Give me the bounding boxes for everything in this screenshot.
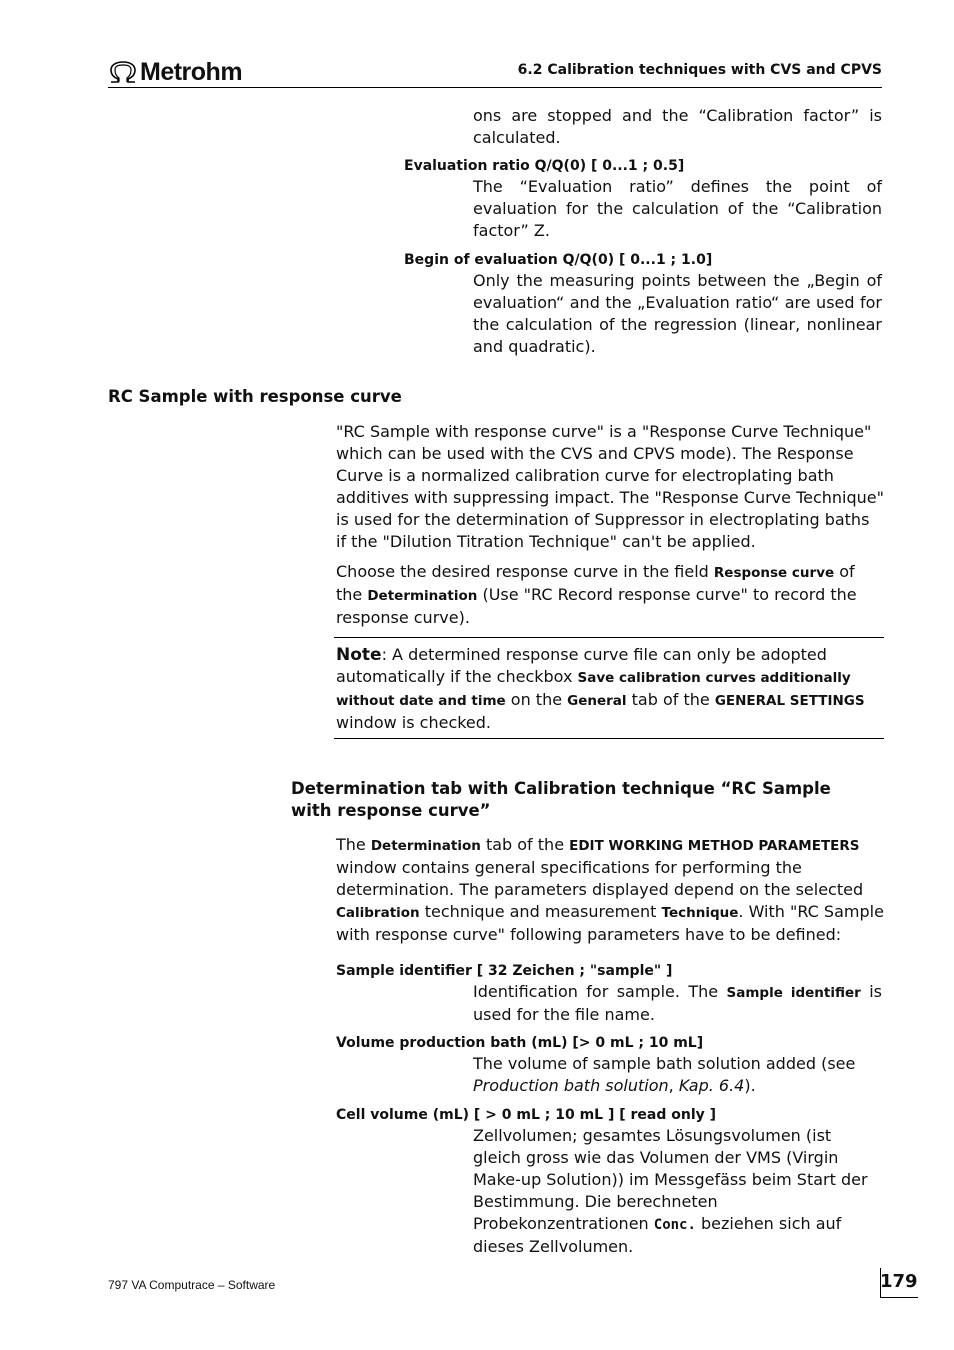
checkbox-ref-save-curves: Save calibration curves additionally without date and time [336,670,851,709]
brand-logo [108,58,242,86]
param-label-volume-production-bath: Volume production bath (mL) [> 0 mL ; 10 mL] [336,1035,704,1051]
brand-name: Metrohm [140,57,243,86]
code-ref-conc: Conc. [653,1217,696,1233]
field-ref-response-curve: Response curve [713,565,835,581]
omega-icon [108,60,138,84]
note-label: Note [336,645,382,665]
param-desc-volume-production-bath: The volume of sample bath solution added (see Production bath solution, Kap. 6.4). [473,1054,856,1095]
continuation-text: ons are stopped and the “Calibration factor” is calculated. [473,106,882,147]
determination-intro: The Determination tab of the EDIT WORKING METHOD PARAMETERS window contains general specifications for performing the determination. The parameters displayed depend on the selected Calibration technique and measurement Technique. With "RC Sample with response curve" following parameters have to be defined: [336,835,884,944]
param-desc-sample-identifier: Identification for sample. The Sample identifier is used for the file name. [473,982,883,1024]
tab-ref-determination: Determination [367,588,478,604]
window-ref-edit-working-method: EDIT WORKING METHOD PARAMETERS [569,838,860,854]
tab-ref-general: General [567,693,627,709]
param-label-evaluation-ratio: Evaluation ratio Q/Q(0) [ 0...1 ; 0.5] [404,158,685,174]
page-number-rule-horizontal [880,1297,918,1298]
determination-section-heading: Determination tab with Calibration technique “RC Sample with response curve” [291,779,831,820]
param-desc-begin-evaluation: Only the measuring points between the „Begin of evaluation“ and the „Evaluation ratio“ are used for the calculation of the regression (linear, nonlinear and quadratic). [473,271,882,356]
note-text: Note: A determined response curve file can only be adopted automatically if the checkbox Save calibration curves additionally without date and time on the General tab of the GENERAL SETTINGS window is checked. [336,645,865,732]
rc-paragraph-2: Choose the desired response curve in the field Response curve of the Determination (Use "RC Record response curve" to record the response curve). [336,562,857,627]
rc-paragraph-1: "RC Sample with response curve" is a "Response Curve Technique" which can be used with the CVS and CPVS mode). The Response Curve is a normalized calibration curve for electroplating bath additives with suppressing impact. The "Response Curve Technique" is used for the determination of Suppressor in electroplating baths if the "Dilution Titration Technique" can't be applied. [336,422,884,551]
footer-product: 797 VA Computrace – Software [108,1278,276,1292]
param-desc-cell-volume: Zellvolumen; gesamtes Lösungsvolumen (ist gleich gross wie das Volumen der VMS (Virgin Make-up Solution)) im Messgefäss beim Start der Bestimmung. Die berechneten Probekonzentrationen Conc. beziehen sich auf dieses Zellvolumen. [473,1126,868,1256]
param-label-begin-evaluation: Begin of evaluation Q/Q(0) [ 0...1 ; 1.0] [404,252,713,268]
param-label-sample-identifier: Sample identifier [ 32 Zeichen ; "sample" ] [336,963,673,979]
section-title: 6.2 Calibration techniques with CVS and CPVS [517,62,882,78]
param-label-cell-volume: Cell volume (mL) [ > 0 mL ; 10 mL ] [ read only ] [336,1107,717,1123]
rc-section-heading: RC Sample with response curve [108,387,402,406]
param-desc-evaluation-ratio: The “Evaluation ratio” defines the point of evaluation for the calculation of the “Calibration factor” Z. [473,177,882,240]
window-ref-general-settings: GENERAL SETTINGS [714,693,865,709]
header-rule [108,87,882,88]
page-number: 179 [880,1271,918,1292]
